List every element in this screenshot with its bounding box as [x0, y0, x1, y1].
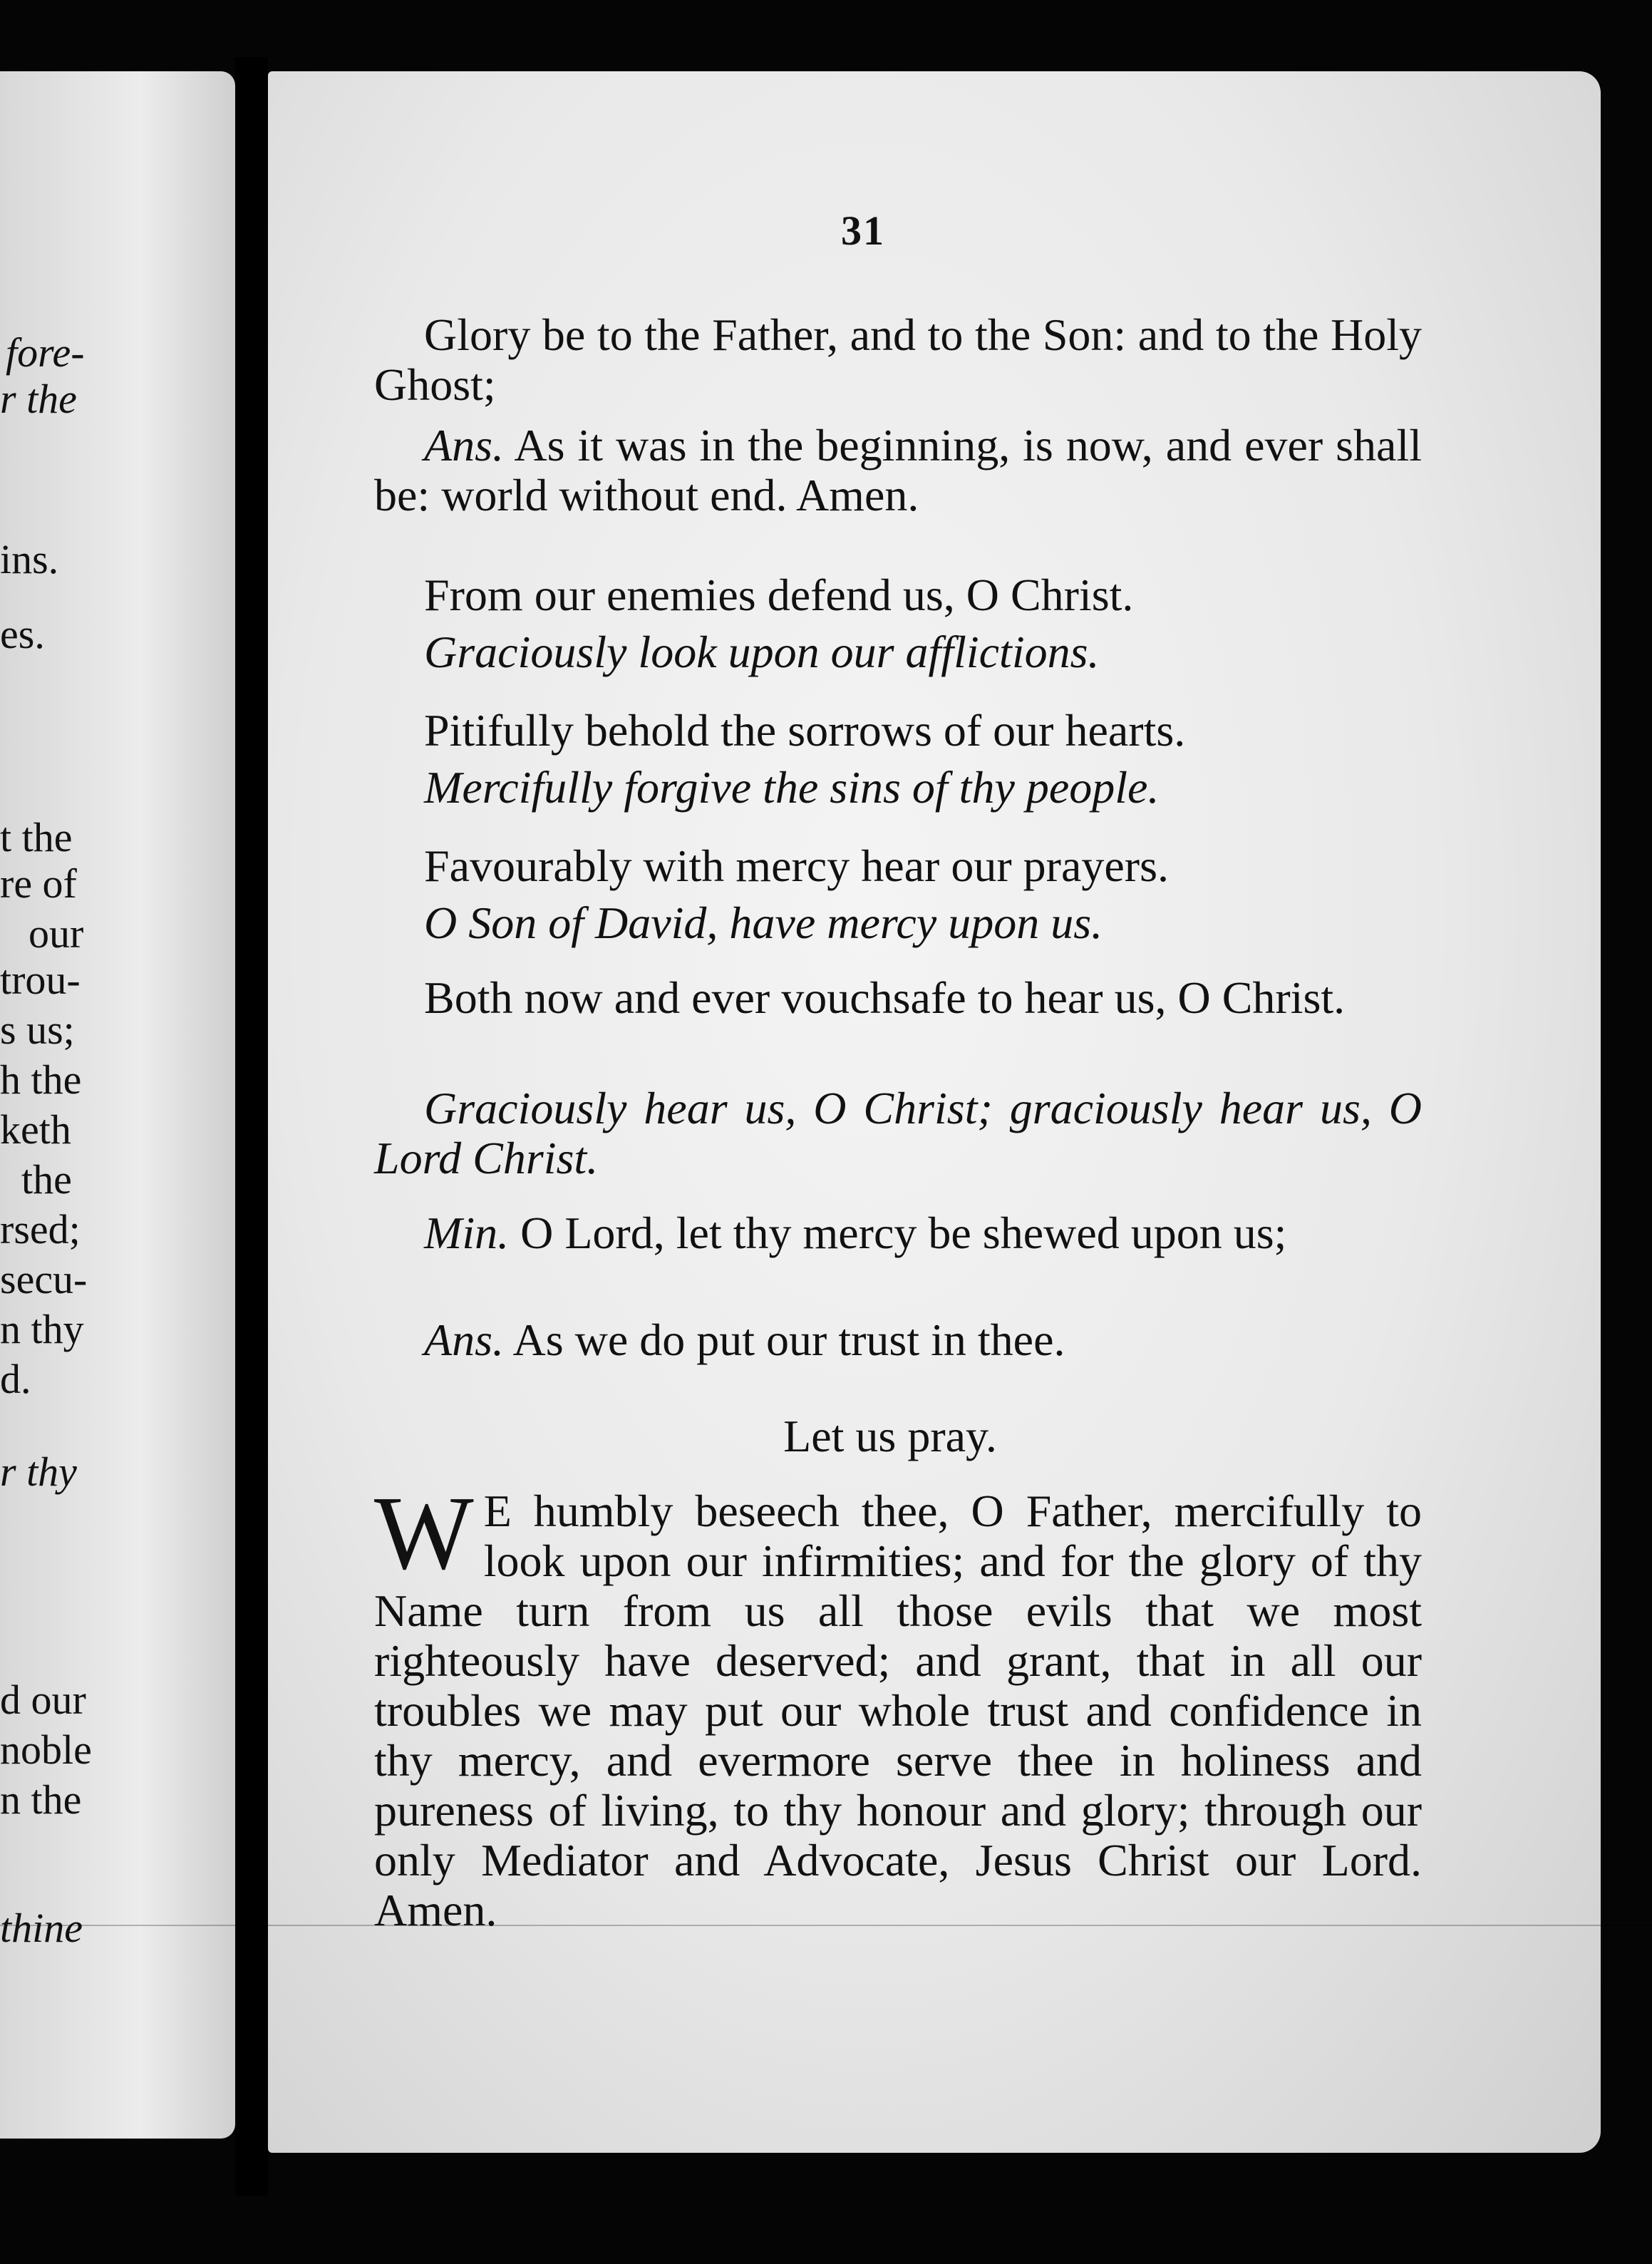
- response: O Son of David, have mercy upon us.: [424, 897, 1103, 948]
- gloria-response: [374, 421, 1422, 520]
- response: Mercifully forgive the sins of thy people.: [424, 762, 1160, 813]
- answer-response: [374, 1315, 1422, 1365]
- left-fragment: n thy: [0, 1306, 84, 1352]
- left-fragment: our: [29, 910, 84, 957]
- left-fragment: n the: [0, 1776, 82, 1823]
- left-fragment: keth: [0, 1106, 71, 1153]
- answer-label: Ans.: [424, 1314, 504, 1365]
- prayer-text: E humbly beseech thee, O Father, mercifully to look upon our infirmities; and for the glory of thy Name turn from us all those evils that we most righteously have deserved; and grant, that in all our troubles we may put our whole trust and confidence in thy mercy, and evermore serve thee in holiness and pureness of living, to thy honour and glory; through our only Mediator and Advocate, Jesus Christ our Lord. Amen.: [374, 1486, 1422, 1935]
- minister-text: O Lord, let thy mercy be shewed upon us;: [509, 1208, 1287, 1258]
- collect-prayer: [374, 1475, 1422, 1935]
- response: Graciously hear us, O Christ; graciously hear us, O Lord Christ.: [374, 1083, 1422, 1183]
- versicle: Both now and ever vouchsafe to hear us, O Christ.: [424, 972, 1346, 1023]
- left-fragment: rsed;: [0, 1206, 81, 1252]
- left-fragment: r thy: [0, 1449, 77, 1495]
- book-gutter: [235, 57, 268, 2196]
- left-fragment: d our: [0, 1677, 86, 1723]
- left-fragment: secu-: [0, 1256, 88, 1302]
- left-fragment: trou-: [0, 957, 81, 1003]
- response-text: As it was in the beginning, is now, and ever shall be: world without end. Amen.: [374, 420, 1422, 520]
- page-number: 31: [841, 207, 885, 254]
- section-heading: Let us pray.: [783, 1411, 997, 1461]
- scan-rule-line: [0, 1925, 1652, 1926]
- left-fragment: t the: [0, 814, 73, 860]
- left-fragment: s us;: [0, 1007, 75, 1053]
- drop-cap: W: [374, 1475, 474, 1592]
- left-fragment: fore-: [6, 329, 85, 376]
- left-fragment: noble: [0, 1727, 92, 1773]
- versicle: Favourably with mercy hear our prayers.: [424, 840, 1169, 891]
- gloria-line: Glory be to the Father, and to the Son: and to the Holy Ghost;: [374, 309, 1422, 410]
- answer-text: As we do put our trust in thee.: [504, 1314, 1065, 1365]
- left-fragment: the: [21, 1156, 72, 1203]
- left-fragment: ins.: [0, 536, 59, 582]
- left-fragment: r the: [0, 376, 77, 422]
- left-fragment: re of: [0, 860, 77, 907]
- left-facing-page: [0, 71, 235, 2139]
- versicle: From our enemies defend us, O Christ.: [424, 570, 1134, 620]
- left-fragment: h the: [0, 1056, 82, 1103]
- response-label: Ans.: [424, 420, 504, 470]
- response: Graciously look upon our afflictions.: [424, 627, 1100, 677]
- left-fragment: thine: [0, 1905, 83, 1951]
- versicle: Pitifully behold the sorrows of our hearts.: [424, 705, 1186, 756]
- left-fragment: es.: [0, 611, 45, 657]
- left-fragment: d.: [0, 1356, 31, 1402]
- minister-label: Min.: [424, 1208, 510, 1258]
- minister-versicle: [374, 1208, 1422, 1258]
